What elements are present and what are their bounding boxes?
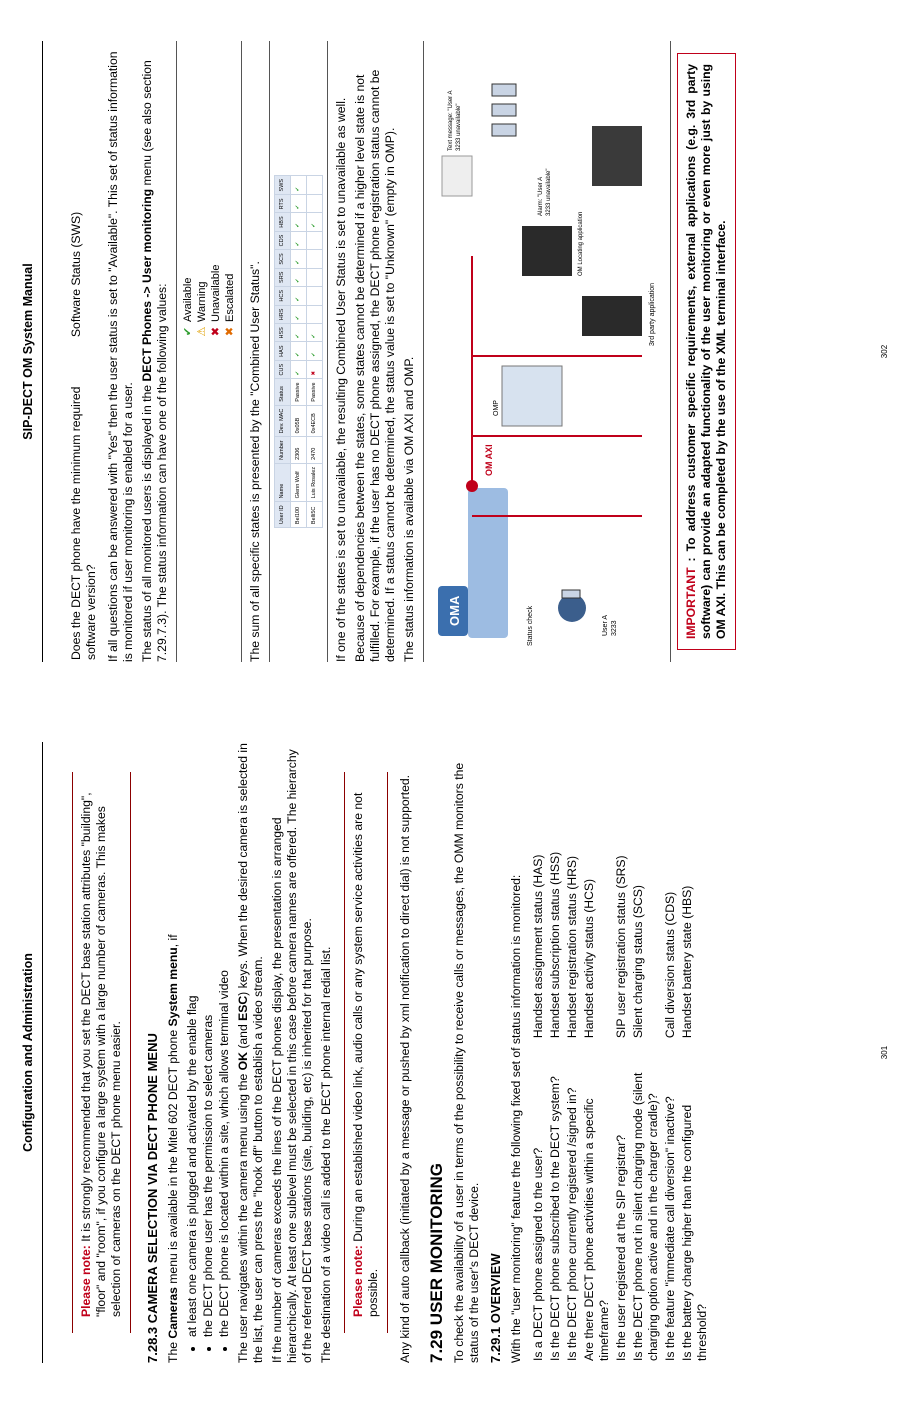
omaxi-label: OM AXI: [484, 444, 494, 476]
paragraph: If one of the states is set to unavailable, the resulting Combined User Status is set to unavailable as well.: [334, 97, 348, 662]
table-cell: ✔: [291, 342, 307, 360]
table-row: Is the battery charge higher than the configured threshold? Handset battery state (HBS): [680, 885, 709, 1361]
handset-icon: [492, 84, 516, 96]
subsection-heading: 7.29.1 OVERVIEW: [488, 1253, 503, 1363]
legend-item: ✖ Unavailable: [210, 264, 222, 337]
table-header-cell: User ID: [275, 502, 291, 528]
note-label: Please note:: [351, 1245, 365, 1317]
page-content: [62, 742, 717, 1363]
combined-user-status-table: [274, 175, 323, 528]
page-header: Configuration and Administration: [14, 742, 43, 1363]
paragraph: The sum of all specific states is presented by the "Combined User Status".: [248, 261, 262, 662]
list-item: • the DECT phone user has the permission to select cameras: [201, 742, 216, 1337]
table-cell: ✔: [291, 231, 307, 250]
omp-window: [502, 366, 562, 426]
table-header-cell: Name: [275, 463, 291, 502]
table-cell: ✔: [307, 324, 323, 342]
table-header-cell: SRS: [275, 268, 291, 286]
table-cell: ✔: [291, 286, 307, 305]
table-row: Does the DECT phone have the minimum required software version? Software Status (SWS): [69, 211, 98, 660]
table-cell: Glenn Wolf: [291, 463, 307, 502]
page-content: [62, 41, 742, 662]
list-item: • at least one camera is plugged and activated by the enable flag: [185, 742, 200, 1337]
table-cell: [307, 286, 323, 305]
cross-icon: ✖: [210, 326, 222, 337]
diagram-svg: [432, 56, 662, 656]
paragraph: If all questions can be answered with "Yes" then the user status is set to "Available". This set of status information is monitored if user monitoring is enabled for a user.: [106, 51, 135, 662]
important-text: : To address customer specific requirements, external applications (e.g. 3rd party software) can provide an adapted functionality of the user monitoring or even more just by using OM AXI. This can be completed by the use of the XML terminal interface.: [684, 64, 728, 639]
note-text: During an established video link, audio calls or any system service activities are not possible.: [351, 792, 380, 1317]
paragraph: The status information is available via OM AXI and OMP.: [402, 356, 416, 662]
table-row: Are there DECT phone activities within a specific timeframe? Handset activity status (HCS): [582, 878, 611, 1361]
table-header-cell: Number: [275, 437, 291, 464]
table-row: Is the user registered at the SIP registrar? SIP user registration status (SRS): [614, 855, 628, 1361]
table-cell: [307, 250, 323, 268]
status-table: [68, 41, 100, 662]
note-box: [344, 772, 388, 1333]
table-cell: 2306: [291, 437, 307, 464]
table-cell: ✔: [291, 305, 307, 324]
handset-icon: [492, 104, 516, 116]
note-text: It is strongly recommended that you set the DECT base station attributes "building", "floor" and "room", if you configure a large system with a large number of cameras. This makes selection of cameras on the DECT phone menu easier.: [79, 792, 123, 1317]
table-header-cell: SWS: [275, 175, 291, 195]
warning-icon: ⚠: [196, 326, 208, 337]
paragraph: To check the availability of a user in terms of the possibility to receive calls or messages, the OMM monitors the status of the user's DECT device.: [452, 762, 481, 1363]
handset-icon: [492, 124, 516, 136]
table-header-cell: RTS: [275, 195, 291, 213]
table-cell: 0x05B: [291, 405, 307, 437]
table-cell: ✖: [307, 360, 323, 379]
table-header-cell: Dev. MAC: [275, 405, 291, 437]
table-cell: ✔: [291, 324, 307, 342]
section-heading: 7.29 USER MONITORING: [427, 1163, 446, 1363]
omp-label: OMP: [493, 400, 500, 416]
table-cell: Passive: [291, 379, 307, 405]
user-number: 3233: [611, 620, 618, 636]
third-party-label: 3rd party application: [649, 282, 656, 346]
page-302: [0, 1, 901, 702]
cus-table-box: [269, 41, 328, 662]
table-cell: ✔: [291, 360, 307, 379]
table-header-cell: HSS: [275, 324, 291, 342]
status-check-label: Status check: [527, 605, 534, 646]
alarm-label: Alarm: "User A: [538, 176, 544, 216]
table-cell: [307, 231, 323, 250]
om-locating-label: OM Locating application: [578, 211, 584, 276]
check-icon: ✔: [182, 326, 194, 337]
table-cell: [307, 305, 323, 324]
table-header-cell: HRS: [275, 305, 291, 324]
table-header-cell: Status: [275, 379, 291, 405]
table-cell: ✔: [291, 268, 307, 286]
page-number: 301: [880, 1045, 889, 1060]
table-row: [291, 175, 307, 527]
table-cell: [307, 268, 323, 286]
table-row: Is the feature "immediate call diversion" inactive? Call diversion status (CDS): [663, 891, 677, 1361]
paragraph: If the number of cameras exceeds the lines of the DECT phones display, the presentation is arranged hierarchically. At least one sublevel must be selected in this case before camera names are offered. The hierarchy of the referred DECT base stations (site, building, etc) is inherited for that purpose.: [270, 749, 314, 1363]
page-header: SIP-DECT OM System Manual: [14, 41, 43, 662]
table-cell: ✔: [307, 342, 323, 360]
table-row: Is the DECT phone subscribed to the DECT system? Handset subscription status (HSS): [548, 851, 562, 1361]
table-header-cell: CDS: [275, 231, 291, 250]
table-cell: ✔: [307, 213, 323, 231]
table-cell: Luis Rosalez: [307, 463, 323, 502]
table-header-cell: HBS: [275, 213, 291, 231]
table-cell: [307, 195, 323, 213]
table-cell: Bel100: [291, 502, 307, 528]
message-icon: [442, 156, 472, 196]
oma-label: OMA: [447, 595, 462, 626]
page-301: [0, 702, 901, 1403]
status-legend-box: [176, 41, 242, 662]
table-row: Is a DECT phone assigned to the user? Handset assignment status (HAS): [531, 854, 545, 1361]
table-row: Is the DECT phone not in silent charging mode (silent charging option active and in the charger cradle)? Silent charging status (SCS): [631, 885, 660, 1361]
table-row: Is the DECT phone currently registered /signed in? Handset registration status (HRS): [565, 855, 579, 1361]
phone-icon: [562, 590, 580, 598]
user-label: User A: [602, 614, 609, 636]
paragraph: The status of all monitored users is displayed in the DECT Phones -> User monitoring menu (see also section 7.29.7.3). The status information can have one of the following values:: [140, 60, 169, 662]
status-legend: [181, 107, 237, 337]
status-table: [530, 742, 711, 1363]
legend-item: ⚠ Warning: [196, 281, 208, 337]
table-cell: ✔: [291, 195, 307, 213]
table-cell: ✔: [291, 250, 307, 268]
text-message-label: Text message: "User A: [448, 90, 454, 151]
table-row: [307, 175, 323, 527]
list-item: • the DECT phone is located within a site, which allows terminal video: [217, 742, 232, 1337]
table-header-row: [275, 175, 291, 527]
paragraph: With the "user monitoring" feature the following fixed set of status information is monitored:: [509, 874, 523, 1363]
monitoring-diagram-box: [423, 41, 671, 662]
legend-item: ✖ Escalated: [224, 273, 236, 337]
table-cell: ✔: [291, 213, 307, 231]
table-header-cell: SCS: [275, 250, 291, 268]
table-cell: Belli5C: [307, 502, 323, 528]
paragraph: The user navigates within the camera menu using the OK (and ESC) keys. When the desired camera is selected in the list, the user can press the "hook off" button to establish a video stream.: [236, 743, 265, 1363]
paragraph: The Cameras menu is available in the Mitel 602 DECT phone System menu, if: [166, 934, 180, 1363]
table-cell: 2470: [307, 437, 323, 464]
legend-item: ✔ Available: [182, 277, 194, 337]
table-cell: 0x4ECB: [307, 405, 323, 437]
table-header-cell: HCS: [275, 286, 291, 305]
text-message-label-2: 3233 unavailable": [456, 103, 462, 151]
paragraph: The destination of a video call is added to the DECT phone internal redial list.: [319, 946, 333, 1363]
bullet-list: [185, 742, 232, 1363]
note-label: Please note:: [79, 1245, 93, 1317]
note-box: [72, 772, 131, 1333]
alarm-label-2: 3233 unavailable": [546, 168, 552, 216]
desk-phone-icon: [592, 126, 642, 186]
oma-band: [468, 488, 508, 638]
important-box: [677, 53, 736, 650]
paragraph: Any kind of auto callback (initiated by a message or pushed by xml notification to direct dial) is not supported.: [398, 774, 412, 1363]
page-number: 302: [880, 344, 889, 359]
locating-server-icon: [522, 226, 572, 276]
table-cell: ✔: [291, 175, 307, 195]
table-cell: Passive: [307, 379, 323, 405]
paragraph: Because of dependencies between the states, some states cannot be determined if a higher level state is not fulfilled. For example, if the user has no DECT phone assigned, the DECT phone registration status cannot be determined. If a status cannot be determined, the status value is set to "Unknown" (empty in OMP).: [353, 69, 397, 662]
server-icon: [582, 296, 642, 336]
table-header-cell: HAS: [275, 342, 291, 360]
table-cell: [307, 175, 323, 195]
important-label: IMPORTANT: [684, 567, 698, 639]
escalated-icon: ✖: [224, 326, 236, 337]
table-header-cell: CUS: [275, 360, 291, 379]
monitoring-diagram: [432, 47, 662, 656]
section-heading: 7.28.3 CAMERA SELECTION VIA DECT PHONE MENU: [145, 1033, 160, 1363]
